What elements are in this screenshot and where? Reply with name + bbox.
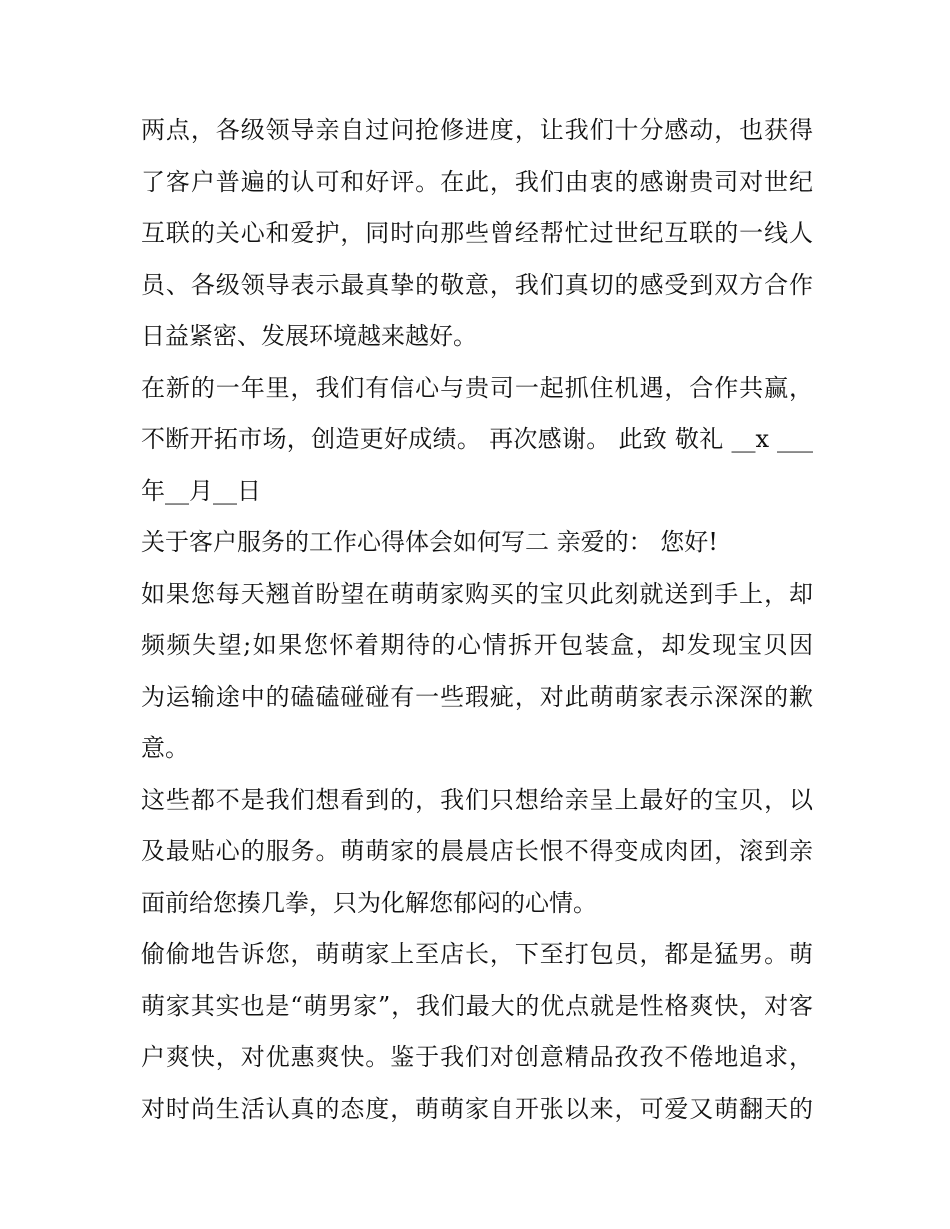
text-line: 面前给您揍几拳，只为化解您郁闷的心情。 — [141, 888, 597, 917]
text-line: 频频失望;如果您怀着期待的心情拆开包装盒，却发现宝贝因 — [141, 631, 813, 659]
text-line: 互联的关心和爱护，同时向那些曾经帮忙过世纪互联的一线人 — [141, 219, 813, 247]
text-line: 了客户普遍的认可和好评。在此，我们由衷的感谢贵司对世纪 — [141, 167, 813, 196]
text-line: 为运输途中的磕磕碰碰有一些瑕疵，对此萌萌家表示深深的歉 — [141, 682, 813, 711]
text-line: 如果您每天翘首盼望在萌萌家购买的宝贝此刻就送到手上，却 — [141, 579, 813, 608]
document-body — [141, 110, 813, 1140]
text-line: 对时尚生活认真的态度，萌萌家自开张以来，可爱又萌翻天的 — [141, 1094, 813, 1123]
text-line: 不断开拓市场，创造更好成绩。 再次感谢。 此致 敬礼 __x ___ — [141, 425, 813, 453]
text-line: 员、各级领导表示最真挚的敬意，我们真切的感受到双方合作 — [141, 270, 813, 299]
text-line: 萌家其实也是“萌男家”，我们最大的优点就是性格爽快，对客 — [141, 991, 813, 1020]
text-line: 及最贴心的服务。萌萌家的晨晨店长恨不得变成肉团，滚到亲 — [141, 837, 813, 865]
text-line: 户爽快，对优惠爽快。鉴于我们对创意精品孜孜不倦地追求， — [141, 1043, 813, 1071]
text-line: 在新的一年里，我们有信心与贵司一起抓住机遇，合作共赢， — [141, 373, 813, 402]
text-line: 两点，各级领导亲自过问抢修进度，让我们十分感动，也获得 — [141, 116, 813, 144]
text-line: 关于客户服务的工作心得体会如何写二 亲爱的： 您好! — [141, 528, 718, 556]
text-line: 意。 — [141, 734, 189, 762]
text-line: 日益紧密、发展环境越来越好。 — [141, 322, 477, 350]
text-line: 偷偷地告诉您，萌萌家上至店长，下至打包员，都是猛男。萌 — [141, 940, 813, 968]
text-line: 这些都不是我们想看到的，我们只想给亲呈上最好的宝贝，以 — [141, 785, 813, 814]
text-line: 年__月__日 — [141, 476, 261, 505]
